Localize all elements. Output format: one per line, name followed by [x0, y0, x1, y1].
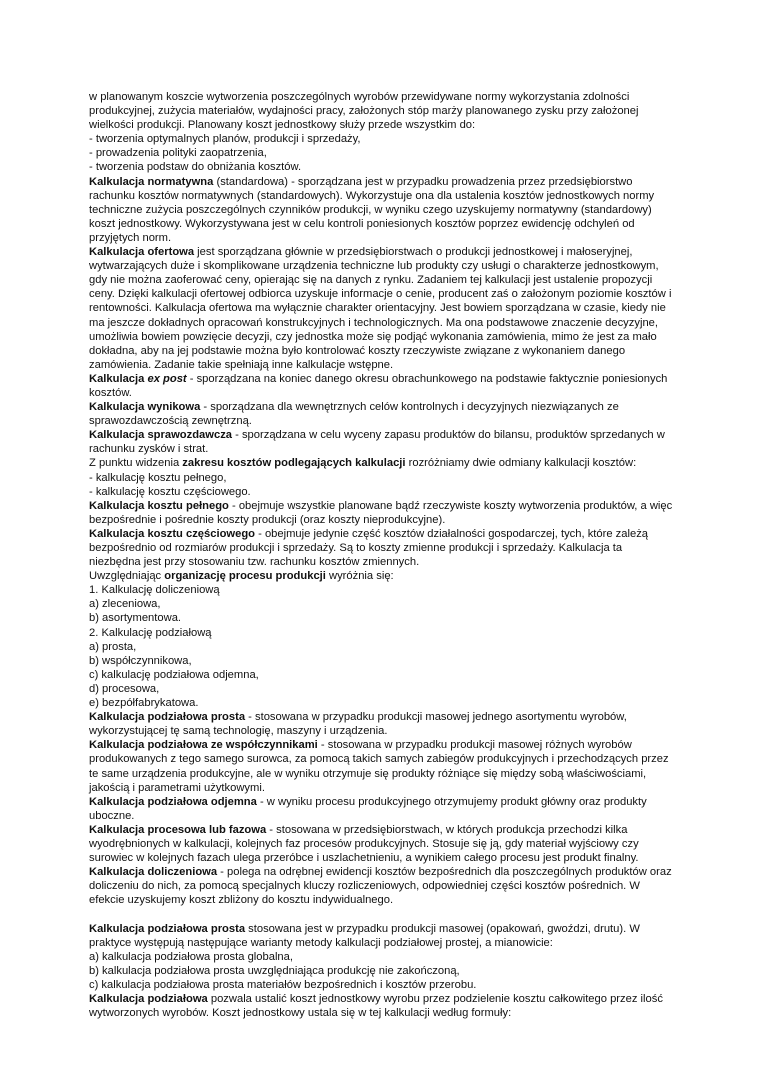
paragraph-zakres: Z punktu widzenia zakresu kosztów podlegających kalkulacji rozróżniamy dwie odmiany kalkulacji kosztów:: [89, 457, 637, 470]
paragraph-wspolczynniki: Kalkulacja podziałowa ze współczynnikami - stosowana w przypadku produkcji masowej różnych wyrobów produkowanych z tego samego surowca, za pomocą takich samych zabiegów produkcyjnych i przechodzących przez te same urządzenia produkcyjne, ale w wyniku otrzymuje się produkty różniące się między sobą właściwościami, jakością i parametrami użytkowymi.: [89, 739, 669, 794]
term: Kalkulacja podziałowa prosta: [89, 922, 246, 935]
term: organizację procesu produkcji: [164, 570, 326, 583]
list-item: c) kalkulację podziałowa odjemna,: [89, 668, 259, 681]
term: zakresu kosztów podlegających kalkulacji: [182, 457, 406, 470]
list-item: b) asortymentowa.: [89, 612, 182, 625]
list-item: 1. Kalkulację doliczeniową: [89, 584, 220, 597]
term: Kalkulacja podziałowa ze współczynnikami: [89, 739, 318, 752]
list-item: a) kalkulacja podziałowa prosta globalna,: [89, 950, 293, 963]
term: Kalkulacja normatywna: [89, 175, 214, 188]
list-item: - kalkulację kosztu pełnego,: [89, 471, 227, 484]
paragraph-procesowa: Kalkulacja procesowa lub fazowa - stosowana w przedsiębiorstwach, w których produkcja przechodzi kilka wyodrębnionych w kalkulacji, kolejnych faz procesów produkcyjnych. Stosuje się ją, gdy materiał wyjściowy czy surowiec w kolejnych fazach ulega przeróbce i uszlachetnieniu, a wynikiem całego procesu jest produkt finalny.: [89, 823, 639, 865]
term: Kalkulacja procesowa lub fazowa: [89, 823, 267, 836]
list-item: b) współczynnikowa,: [89, 654, 192, 667]
list-item: a) zleceniowa,: [89, 598, 161, 611]
list-item: b) kalkulacja podziałowa prosta uwzględniająca produkcję nie zakończoną,: [89, 964, 460, 977]
paragraph-prosta-masowa: Kalkulacja podziałowa prosta stosowana jest w przypadku produkcji masowej (opakowań, gwoździ, drutu). W praktyce występują następujące warianty metody kalkulacji podziałowej prostej, a mianowicie:: [89, 922, 640, 949]
paragraph-ex-post: Kalkulacja ex post - sporządzana na koniec danego okresu obrachunkowego na podstawie faktycznie poniesionych kosztów.: [89, 372, 668, 399]
term: Kalkulacja ofertowa: [89, 246, 195, 259]
term: Kalkulacja podziałowa prosta: [89, 711, 246, 724]
paragraph-pelnego: Kalkulacja kosztu pełnego - obejmuje wszystkie planowane bądź rzeczywiste koszty wytworzenia produktów, a więc bezpośrednie i pośrednie koszty produkcji (oraz koszty nieprodukcyjne).: [89, 499, 673, 526]
term: Kalkulacja sprawozdawcza: [89, 429, 233, 442]
list-item: - kalkulację kosztu częściowego.: [89, 485, 251, 498]
paragraph-planned-cost: w planowanym koszcie wytworzenia poszczególnych wyrobów przewidywane normy wykorzystania zdolności produkcyjnej, zużycia materiałów, wydajności pracy, założonych stóp marży planowanego zysku przy założonej wielkości produkcji. Planowany koszt jednostkowy służy przede wszystkim do:: [89, 91, 639, 132]
term: Kalkulacja ex post: [89, 372, 187, 385]
list-item: - tworzenia optymalnych planów, produkcji i sprzedaży,: [89, 133, 361, 146]
paragraph-czesciowego: Kalkulacja kosztu częściowego - obejmuje jedynie część kosztów działalności gospodarczej, tych, które zależą bezpośrednio od rozmiarów produkcji i sprzedaży. Są to koszty zmienne produkcji i sprzedaży. Kalkulacja ta niezbędna jest przy stosowaniu tzw. rachunku kosztów zmiennych.: [89, 527, 649, 569]
paragraph-organizacja: Uwzględniając organizację procesu produkcji wyróżnia się:: [89, 570, 394, 583]
term: Kalkulacja wynikowa: [89, 401, 201, 414]
term: Kalkulacja podziałowa odjemna: [89, 795, 257, 808]
paragraph-wynikowa: Kalkulacja wynikowa - sporządzana dla wewnętrznych celów kontrolnych i decyzyjnych niezwiązanych ze sprawozdawczością zewnętrzną.: [89, 401, 619, 428]
list-item: c) kalkulacja podziałowa prosta materiałów bezpośrednich i kosztów przerobu.: [89, 978, 477, 991]
paragraph-doliczeniowa: Kalkulacja doliczeniowa - polega na odrębnej ewidencji kosztów bezpośrednich dla poszczególnych produktów oraz doliczeniu do nich, za pomocą specjalnych kluczy rozliczeniowych, odpowiedniej części kosztów pośrednich. W efekcie uzyskujemy koszt zbliżony do kosztu indywidualnego.: [89, 866, 672, 907]
paragraph-podzialowa-formula: Kalkulacja podziałowa pozwala ustalić koszt jednostkowy wyrobu przez podzielenie kosztu całkowitego przez ilość wytworzonych wyrobów. Koszt jednostkowy ustala się w tej kalkulacji według formuły:: [89, 993, 663, 1020]
paragraph-prosta: Kalkulacja podziałowa prosta - stosowana w przypadku produkcji masowej jednego asortymentu wyrobów, wykorzystującej tę samą technologię, maszyny i urządzenia.: [89, 711, 627, 738]
paragraph-odjemna: Kalkulacja podziałowa odjemna - w wyniku procesu produkcyjnego otrzymujemy produkt główny oraz produkty uboczne.: [89, 795, 647, 822]
term: Kalkulacja kosztu częściowego: [89, 527, 256, 540]
term: Kalkulacja doliczeniowa: [89, 866, 218, 879]
paragraph-spacer: [89, 907, 674, 921]
document-page: [89, 90, 674, 1020]
list-item: a) prosta,: [89, 640, 137, 653]
term: Kalkulacja podziałowa: [89, 993, 208, 1005]
term: Kalkulacja kosztu pełnego: [89, 499, 229, 512]
paragraph-sprawozdawcza: Kalkulacja sprawozdawcza - sporządzana w celu wyceny zapasu produktów do bilansu, produktów sprzedanych w rachunku zysków i strat.: [89, 429, 665, 456]
list-item: - prowadzenia polityki zaopatrzenia,: [89, 147, 267, 160]
list-item: - tworzenia podstaw do obniżania kosztów.: [89, 161, 302, 174]
list-item: e) bezpółfabrykatowa.: [89, 697, 199, 710]
list-item: 2. Kalkulację podziałową: [89, 626, 212, 639]
paragraph-normatywna: Kalkulacja normatywna (standardowa) - sporządzana jest w przypadku prowadzenia przez przedsiębiorstwo rachunku kosztów normatywnych (standardowych). Wykorzystuje ona dla ustalenia kosztów jednostkowych normy techniczne zużycia poszczególnych czynników produkcji, w wyniku czego uzyskujemy normatywny (standardowy) koszt jednostkowy. Wykorzystywana jest w celu kontroli poniesionych kosztów poprzez ewidencję odchyleń od przyjętych norm.: [89, 175, 655, 244]
list-item: d) procesowa,: [89, 682, 160, 695]
paragraph-ofertowa: Kalkulacja ofertowa jest sporządzana głównie w przedsiębiorstwach o produkcji jednostkowej i małoseryjnej, wytwarzających duże i skomplikowane urządzenia techniczne lub produkty czy usługi o charakterze jednostkowym, gdy nie można zaoferować ceny, opierając się na danych z rynku. Zadaniem tej kalkulacji jest ustalenie propozycji ceny. Dzięki kalkulacji ofertowej odbiorca uzyskuje informacje o cenie, producent zaś o założonym poziomie kosztów i rentowności. Kalkulacja ofertowa ma wyłącznie charakter orientacyjny. Jest bowiem sporządzana w czasie, kiedy nie ma jeszcze dokładnych opracowań konstrukcyjnych i technologicznych. Ma ona podstawowe znaczenie decyzyjne, umożliwia bowiem powzięcie decyzji, czy jednostka może się podjąć wykonania zamówienia, mimo że jest za mało dokładna, aby na jej podstawie można było kontrolować koszty rzeczywiste związane z wykonaniem danego zamówienia. Zadanie takie spełniają inne kalkulacje wstępne.: [89, 246, 672, 371]
